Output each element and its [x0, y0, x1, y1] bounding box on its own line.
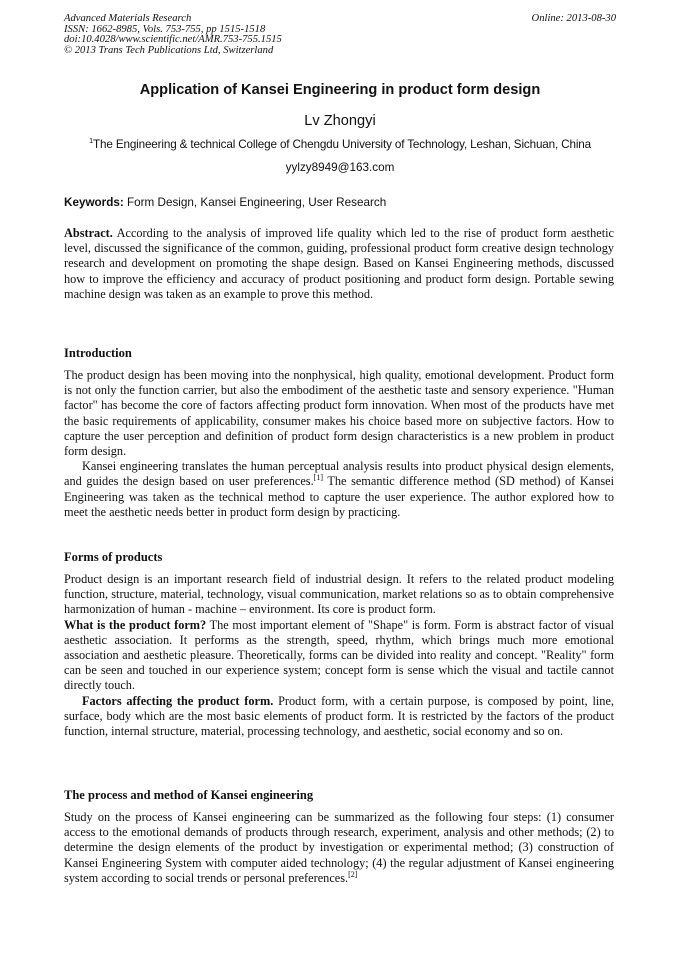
author-email: yylzy8949@163.com: [285, 161, 395, 174]
process-paragraph-1: [64, 810, 614, 886]
paper-title: Application of Kansei Engineering in product form design: [139, 82, 541, 98]
forms-question-label: What is the product form?: [64, 617, 207, 632]
forms-factors-label: Factors affecting the product form.: [82, 693, 274, 708]
introduction-p2-text-a: Kansei engineering translates the human perceptual analysis results into product physical design elements, and guides the design based on user preferences.: [64, 459, 614, 489]
process-text: Study on the process of Kansei engineering can be summarized as the following four steps: (1) consumer access to the emotional demands of products through research, experiment, analysis and other methods; (2) to determine the design elements of the product by investigation or experimental method; (3) construction of Kansei Engineering System with computer aided technology; (4) the regular adjustment of Kansei engineering system according to social trends or personal preferences.: [64, 810, 614, 885]
journal-name: Advanced Materials Research: [64, 13, 192, 24]
author-name: Lv Zhongyi: [304, 113, 376, 129]
reference-2: [2]: [348, 869, 358, 879]
keywords-label: Keywords:: [64, 196, 124, 209]
forms-question-text: The most important element of "Shape" is form. Form is abstract factor of visual aesthetic association. It performs as the strength, speed, rhythm, which brings much more emotional association and aesthetic pleasure. Theoretically, forms can be divided into reality and concept. "Reality" form can be seen and touched in our experience system; concept form is sense which the visual and tactile cannot directly touch.: [64, 617, 614, 693]
heading-forms-of-products: Forms of products: [64, 550, 163, 564]
process-body: [64, 810, 614, 886]
keywords: [64, 196, 616, 210]
doi-line: doi:10.4028/www.scientific.net/AMR.753-755.1515: [64, 34, 282, 45]
introduction-paragraph-2: [64, 459, 614, 520]
journal-header: [64, 14, 616, 56]
affiliation: [64, 138, 616, 152]
forms-paragraph-3: [64, 694, 614, 740]
forms-factors-text: Product form, with a certain purpose, is composed by point, line, surface, body which are the most basic elements of product form. It is restricted by the factors of the product function, internal structure, material, processing technology, and aesthetic, social economy and so on.: [64, 693, 614, 739]
forms-paragraph-2: [64, 618, 614, 694]
issn-line: ISSN: 1662-8985, Vols. 753-755, pp 1515-1518: [64, 23, 266, 35]
forms-paragraph-1: Product design is an important research field of industrial design. It refers to the related product modeling function, structure, material, technology, visual communication, market relations so as to obtain comprehensive harmonization of human - machine – environment. Its core is product form.: [64, 572, 614, 617]
abstract-text: According to the analysis of improved life quality which led to the rise of product form aesthetic level, discussed the significance of the common, guiding, professional product form creative design technology research and development on promoting the shape design. Based on Kansei Engineering methods, discussed how to improve the efficiency and accuracy of product positioning and product form design. Portable sewing machine design was taken as an example to prove this method.: [64, 226, 614, 301]
abstract-label: Abstract.: [64, 226, 113, 240]
affiliation-marker: 1: [89, 136, 94, 145]
heading-process-method: The process and method of Kansei engineering: [64, 788, 314, 802]
copyright-line: © 2013 Trans Tech Publications Ltd, Switzerland: [64, 44, 274, 56]
affiliation-text: The Engineering & technical College of Chengdu University of Technology, Leshan, Sichuan, China: [93, 138, 591, 151]
keywords-text: Form Design, Kansei Engineering, User Research: [123, 196, 387, 209]
forms-body: [64, 572, 614, 739]
introduction-p2-text-b: The semantic difference method (SD method) of Kansei Engineering was taken as the technical method to capture the user experience. The author explored how to meet the aesthetic needs better in product form design by practicing.: [64, 474, 614, 519]
online-date: Online: 2013-08-30: [531, 13, 616, 24]
introduction-body: [64, 368, 614, 520]
introduction-paragraph-1: The product design has been moving into the nonphysical, high quality, emotional development. Product form is not only the function carrier, but also the embodiment of the aesthetic taste and sensory experience. "Human factor" has become the core of factors affecting product form innovation. When most of the products have met the basic requirements of applicability, consumer makes his choice based more on subjective factors. How to capture the user perception and definition of product form design characteristics is a new problem in product form design.: [64, 368, 614, 459]
heading-introduction: Introduction: [64, 346, 132, 360]
reference-1: [1]: [313, 473, 323, 483]
abstract: [64, 226, 614, 302]
